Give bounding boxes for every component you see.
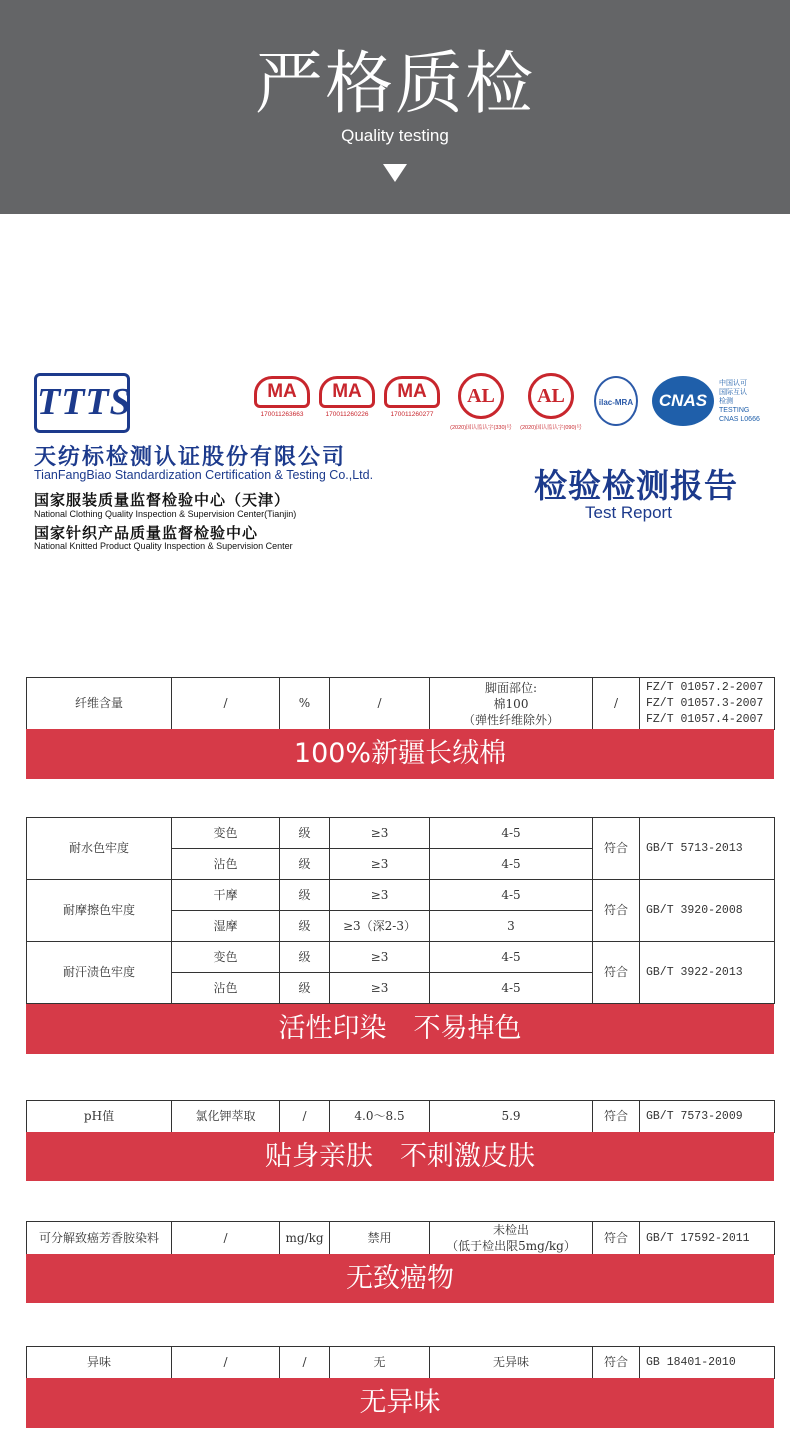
unit-cell: 级: [280, 942, 330, 973]
header-banner: [0, 0, 790, 214]
item-cell: 耐摩擦色牢度: [27, 880, 172, 942]
judge-cell: 符合: [593, 880, 640, 942]
cnas-text-line: CNAS L0666: [719, 416, 760, 423]
table-row: [27, 678, 775, 730]
standard-cell: GB/T 7573-2009: [640, 1101, 775, 1133]
result-cell: 3: [430, 911, 593, 942]
cma-icon: MA: [384, 376, 440, 408]
requirement-cell: /: [330, 678, 430, 730]
item-cell: pH值: [27, 1101, 172, 1133]
unit-cell: /: [280, 1347, 330, 1379]
result-cell: [430, 1222, 593, 1255]
table-row: [27, 1347, 775, 1379]
result-cell: 4-5: [430, 849, 593, 880]
knitted-center-cn: 国家针织产品质量监督检验中心: [34, 524, 259, 542]
result-cell: [430, 678, 593, 730]
requirement-cell: 4.0～8.5: [330, 1101, 430, 1133]
cma-mark-3: [384, 376, 440, 418]
table-row: [27, 1222, 775, 1255]
table-row: [27, 880, 775, 911]
result-cell: 4-5: [430, 973, 593, 1004]
judge-cell: 符合: [593, 942, 640, 1004]
judge-cell: 符合: [593, 1101, 640, 1133]
item-cell: 耐汗渍色牢度: [27, 942, 172, 1004]
cma-number: 170011260226: [325, 411, 369, 418]
result-line: （弹性纤维除外）: [462, 712, 559, 727]
result-cell: 4-5: [430, 942, 593, 973]
odor-table: [26, 1346, 775, 1379]
color-fastness-table: [26, 817, 775, 1004]
page-subtitle: Quality testing: [341, 126, 449, 145]
standard-cell: GB/T 3920-2008: [640, 880, 775, 942]
ilac-mra-icon: ilac-MRA: [594, 376, 638, 426]
cma-mark-1: [254, 376, 310, 418]
table-row: [27, 1101, 775, 1133]
cnas-text: [719, 379, 760, 424]
cal-number: (2020)国认监认字(330)号: [450, 425, 512, 431]
result-cell: 无异味: [430, 1347, 593, 1379]
result-line: 棉100: [493, 696, 529, 711]
item-cell: 可分解致癌芳香胺染料: [27, 1222, 172, 1255]
cnas-text-line: 检测: [719, 398, 733, 405]
cma-mark-2: [319, 376, 375, 418]
standard-cell: GB 18401-2010: [640, 1347, 775, 1379]
requirement-cell: ≥3: [330, 818, 430, 849]
requirement-cell: ≥3: [330, 942, 430, 973]
item-cell: 纤维含量: [27, 678, 172, 730]
method-cell: 变色: [172, 818, 280, 849]
fiber-content-table: [26, 677, 775, 730]
cal-icon: AL: [528, 373, 574, 419]
company-name-cn: 天纺标检测认证股份有限公司: [34, 445, 347, 470]
table-row: [27, 818, 775, 849]
cal-icon: AL: [458, 373, 504, 419]
requirement-cell: 无: [330, 1347, 430, 1379]
method-cell: 沾色: [172, 973, 280, 1004]
unit-cell: 级: [280, 818, 330, 849]
standard-cell: GB/T 5713-2013: [640, 818, 775, 880]
judge-cell: 符合: [593, 1222, 640, 1255]
item-cell: 耐水色牢度: [27, 818, 172, 880]
page-title: 严格质检: [254, 45, 535, 124]
standard-cell: GB/T 17592-2011: [640, 1222, 775, 1255]
report-title-en: Test Report: [585, 503, 672, 522]
aromatic-amine-table: [26, 1221, 775, 1255]
cma-number: 170011260277: [390, 411, 434, 418]
unit-cell: 级: [280, 880, 330, 911]
method-cell: /: [172, 1347, 280, 1379]
unit-cell: 级: [280, 973, 330, 1004]
cnas-text-line: 中国认可: [719, 380, 747, 387]
company-name-en: TianFangBiao Standardization Certification & Testing Co.,Ltd.: [34, 468, 374, 482]
item-cell: 异味: [27, 1347, 172, 1379]
feature-banner: 活性印染 不易掉色: [26, 1004, 774, 1054]
method-cell: /: [172, 1222, 280, 1255]
requirement-cell: ≥3: [330, 973, 430, 1004]
ph-table: [26, 1100, 775, 1133]
standard-cell: GB/T 3922-2013: [640, 942, 775, 1004]
unit-cell: /: [280, 1101, 330, 1133]
cma-icon: MA: [254, 376, 310, 408]
method-cell: /: [172, 678, 280, 730]
feature-banner: 无异味: [26, 1378, 774, 1428]
method-cell: 干摩: [172, 880, 280, 911]
table-row: [27, 942, 775, 973]
result-line: （低于检出限5mg/kg）: [446, 1239, 576, 1253]
result-cell: 4-5: [430, 880, 593, 911]
judge-cell: /: [593, 678, 640, 730]
cnas-text-line: 国际互认: [719, 389, 747, 396]
cal-mark-2: [518, 373, 584, 431]
standard-line: FZ/T 01057.4-2007: [646, 712, 764, 726]
report-title-cn: 检验检测报告: [534, 466, 738, 505]
method-cell: 沾色: [172, 849, 280, 880]
unit-cell: 级: [280, 849, 330, 880]
unit-cell: mg/kg: [280, 1222, 330, 1255]
result-line: 未检出: [492, 1223, 529, 1237]
method-cell: 氯化钾萃取: [172, 1101, 280, 1133]
standard-line: FZ/T 01057.2-2007: [646, 680, 764, 694]
clothing-center-en: National Clothing Quality Inspection & Supervision Center(Tianjin): [34, 509, 297, 519]
feature-banner: 贴身亲肤 不刺激皮肤: [26, 1132, 774, 1181]
judge-cell: 符合: [593, 818, 640, 880]
unit-cell: %: [280, 678, 330, 730]
requirement-cell: 禁用: [330, 1222, 430, 1255]
feature-banner: 无致癌物: [26, 1254, 774, 1303]
requirement-cell: ≥3: [330, 849, 430, 880]
unit-cell: 级: [280, 911, 330, 942]
result-cell: 5.9: [430, 1101, 593, 1133]
cal-mark-1: [448, 373, 514, 431]
down-arrow-icon: [383, 164, 407, 182]
standard-cell: [640, 678, 775, 730]
cal-number: (2020)国认监认字(090)号: [520, 425, 582, 431]
tts-logo: TTTS: [34, 373, 130, 433]
judge-cell: 符合: [593, 1347, 640, 1379]
requirement-cell: ≥3: [330, 880, 430, 911]
method-cell: 湿摩: [172, 911, 280, 942]
result-line: 脚面部位:: [484, 680, 538, 695]
standard-line: FZ/T 01057.3-2007: [646, 696, 764, 710]
cma-number: 170011263663: [260, 411, 304, 418]
clothing-center-cn: 国家服装质量监督检验中心（天津）: [34, 491, 291, 509]
feature-banner: 100%新疆长绒棉: [26, 729, 774, 779]
cnas-icon: CNAS: [652, 376, 714, 426]
result-cell: 4-5: [430, 818, 593, 849]
method-cell: 变色: [172, 942, 280, 973]
knitted-center-en: National Knitted Product Quality Inspection & Supervision Center: [34, 541, 293, 551]
cnas-text-line: TESTING: [719, 407, 750, 414]
cma-icon: MA: [319, 376, 375, 408]
requirement-cell: ≥3（深2-3）: [330, 911, 430, 942]
